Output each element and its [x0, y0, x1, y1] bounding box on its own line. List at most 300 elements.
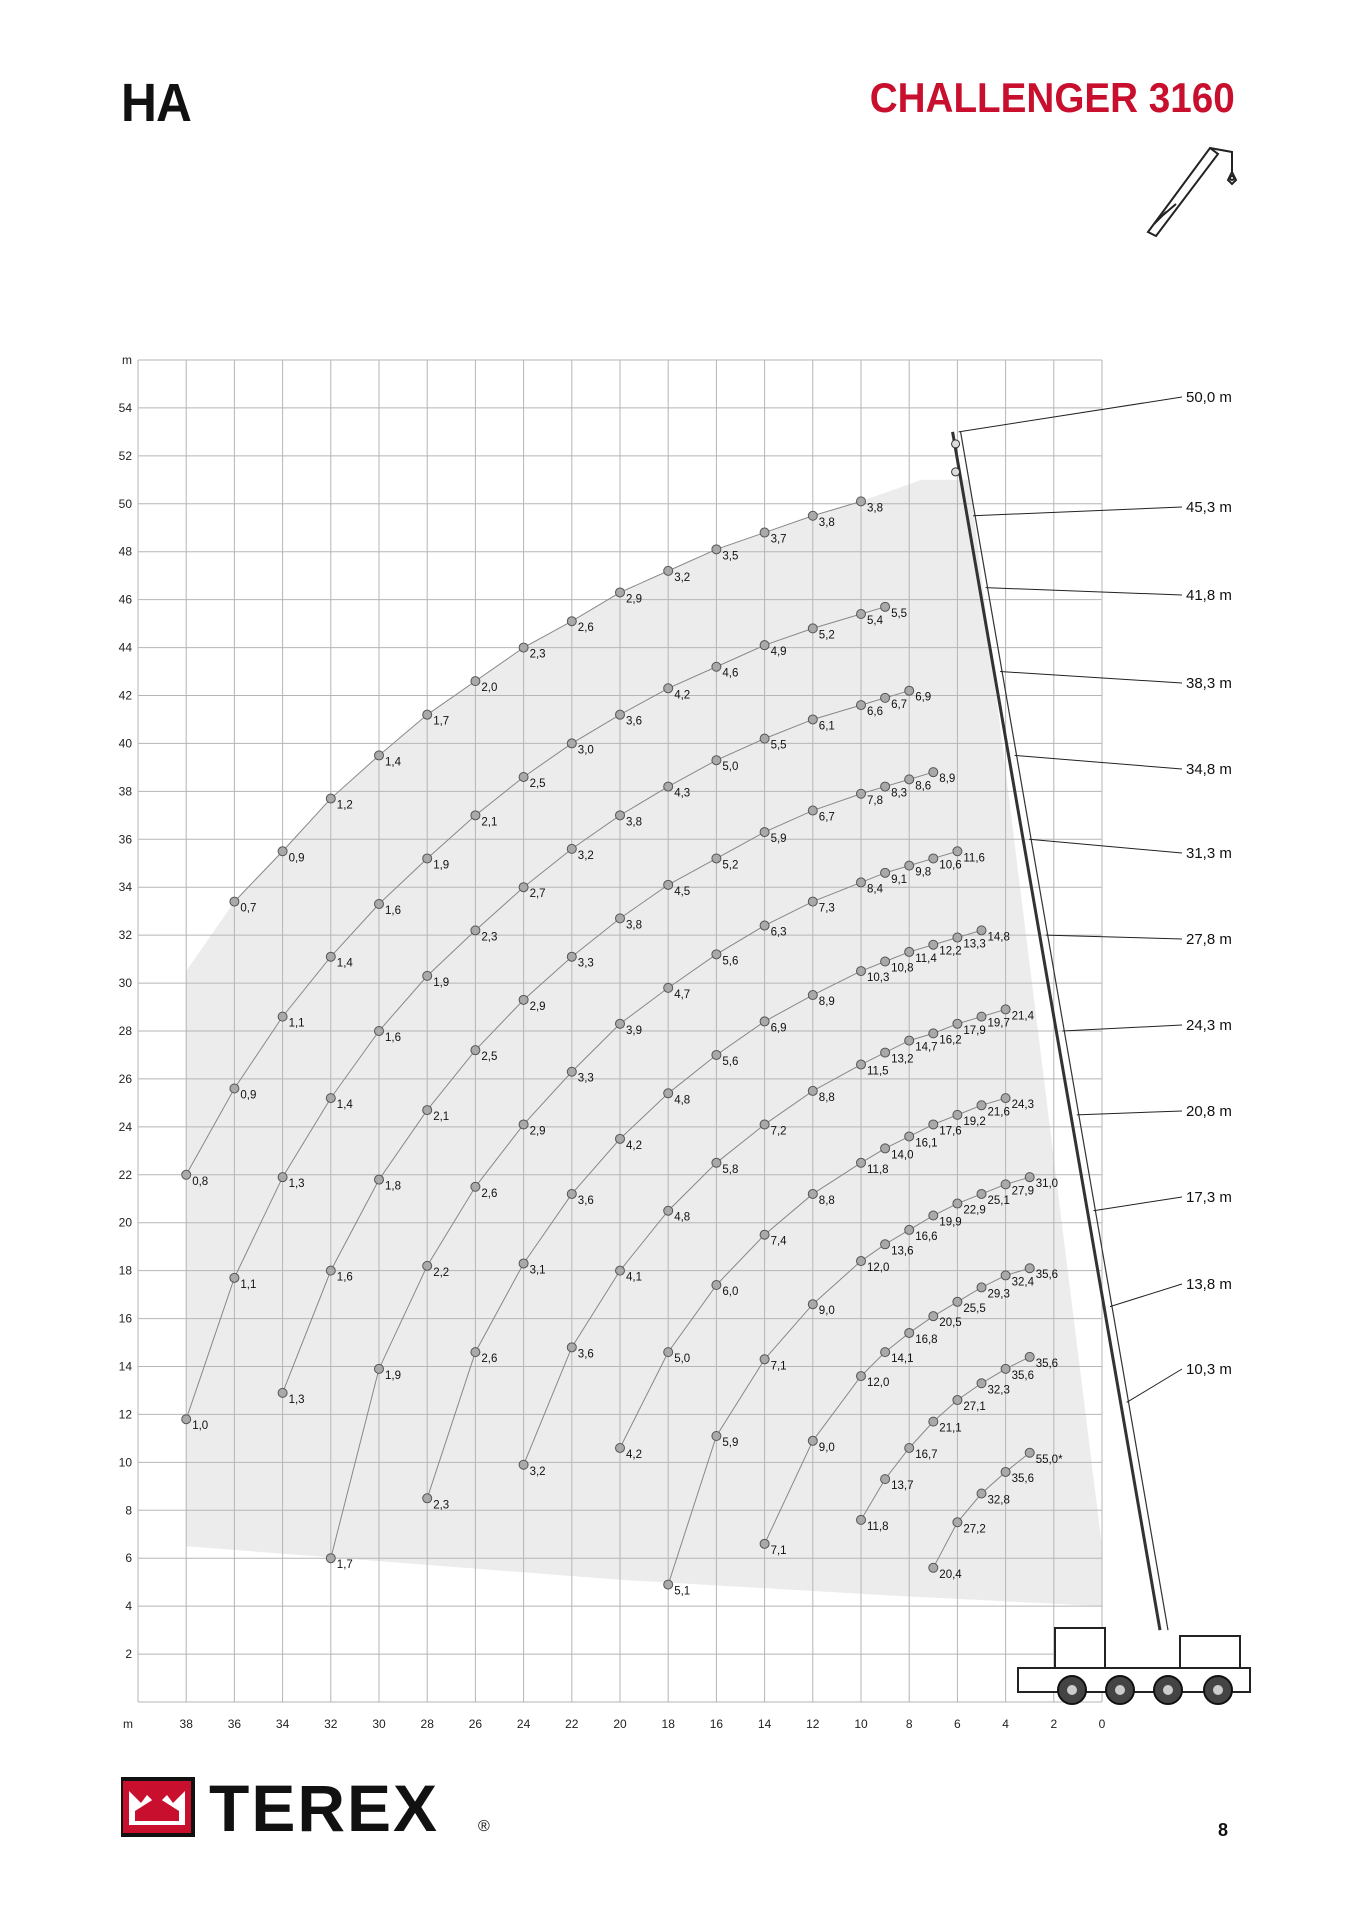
load-point [760, 1017, 769, 1026]
load-point [278, 1012, 287, 1021]
x-tick-label: 32 [324, 1717, 338, 1731]
load-point [278, 847, 287, 856]
load-point [471, 677, 480, 686]
x-tick-label: 0 [1098, 1717, 1106, 1731]
load-point [519, 1259, 528, 1268]
load-value-label: 9,0 [818, 1305, 835, 1318]
y-tick-label: 6 [125, 1551, 132, 1566]
load-value-label: 3,8 [867, 502, 883, 515]
load-point [808, 897, 817, 906]
boom-length-label: 34,8 m [1186, 761, 1232, 778]
load-point [519, 772, 528, 781]
load-point [326, 1554, 335, 1563]
load-point [905, 947, 914, 956]
load-value-label: 2,7 [529, 888, 546, 901]
load-value-label: 3,6 [577, 1348, 594, 1361]
load-value-label: 8,9 [818, 996, 835, 1009]
load-point [881, 693, 890, 702]
load-value-label: 14,0 [891, 1149, 914, 1162]
load-value-label: 19,2 [963, 1115, 986, 1128]
load-value-label: 16,6 [915, 1230, 938, 1243]
load-value-label: 3,8 [626, 816, 642, 829]
load-value-label: 5,1 [674, 1585, 691, 1598]
load-point [1001, 1467, 1010, 1476]
load-value-label: 6,9 [770, 1022, 787, 1035]
load-value-label: 10,6 [939, 859, 962, 872]
load-value-label: 3,8 [818, 516, 835, 529]
y-tick-label: 10 [118, 1455, 132, 1470]
load-value-label: 3,3 [577, 957, 594, 970]
load-value-label: 4,8 [674, 1094, 691, 1107]
load-value-label: 1,3 [288, 1393, 305, 1406]
load-value-label: 3,6 [626, 715, 642, 728]
load-point [953, 1019, 962, 1028]
load-point [567, 1189, 576, 1198]
load-value-label: 9,0 [818, 1441, 835, 1454]
load-value-label: 13,7 [891, 1480, 914, 1493]
load-value-label: 4,6 [722, 667, 739, 680]
load-point [808, 1300, 817, 1309]
load-value-label: 6,9 [915, 691, 932, 704]
boom-length-label: 41,8 m [1186, 587, 1232, 604]
load-point [230, 1084, 239, 1093]
x-axis [123, 1717, 1106, 1731]
boom-length-leader [1000, 672, 1182, 683]
x-tick-label: 30 [372, 1717, 386, 1731]
load-point [857, 1257, 866, 1266]
load-point [471, 1348, 480, 1357]
load-value-label: 4,2 [626, 1448, 642, 1461]
load-value-label: 6,0 [722, 1286, 739, 1299]
boom-length-leader [1127, 1369, 1182, 1402]
load-point [857, 878, 866, 887]
load-value-label: 25,5 [963, 1302, 986, 1315]
boom-length-leader [1015, 755, 1182, 769]
x-tick-label: 22 [565, 1717, 579, 1731]
boom-hook [952, 440, 960, 448]
boom-length-label: 13,8 m [1186, 1276, 1232, 1293]
page-number: 8 [1218, 1820, 1229, 1840]
load-value-label: 1,9 [433, 976, 450, 989]
load-value-label: 22,9 [963, 1204, 986, 1217]
load-value-label: 20,4 [939, 1568, 962, 1581]
load-value-label: 5,5 [770, 739, 787, 752]
load-value-label: 17,6 [939, 1125, 962, 1138]
load-value-label: 6,1 [818, 720, 835, 733]
y-tick-label: 46 [118, 592, 132, 607]
brand-wordmark: TEREX [209, 1771, 440, 1845]
load-value-label: 11,8 [867, 1520, 889, 1533]
x-tick-label: 18 [661, 1717, 675, 1731]
y-tick-label: 22 [118, 1167, 132, 1182]
load-value-label: 8,6 [915, 780, 932, 793]
load-point [423, 854, 432, 863]
load-point [881, 782, 890, 791]
y-tick-label: 36 [118, 832, 132, 847]
y-tick-label: 50 [118, 496, 132, 511]
load-point [905, 1132, 914, 1141]
load-point [760, 734, 769, 743]
load-point [423, 710, 432, 719]
boom-length-leader [1077, 1111, 1182, 1115]
load-point [929, 1312, 938, 1321]
load-value-label: 8,8 [818, 1091, 835, 1104]
load-value-label: 4,7 [674, 988, 691, 1001]
load-point [905, 775, 914, 784]
load-point [977, 1189, 986, 1198]
load-point [182, 1415, 191, 1424]
load-point [977, 1101, 986, 1110]
load-point [519, 883, 528, 892]
load-point [1001, 1271, 1010, 1280]
x-tick-label: 14 [757, 1717, 772, 1731]
load-point [929, 1417, 938, 1426]
load-point [471, 811, 480, 820]
load-point [929, 1029, 938, 1038]
y-tick-label: 48 [118, 544, 132, 559]
load-value-label: 35,6 [1035, 1269, 1059, 1282]
load-value-label: 12,0 [867, 1377, 890, 1390]
load-value-label: 2,1 [481, 816, 498, 829]
carrier-cab [1055, 1628, 1105, 1668]
load-point [929, 940, 938, 949]
x-tick-label: 20 [613, 1717, 627, 1731]
load-point [808, 1189, 817, 1198]
y-tick-label: 44 [118, 640, 132, 655]
load-value-label: 5,4 [867, 615, 883, 628]
load-point [471, 1046, 480, 1055]
load-value-label: 35,6 [1011, 1369, 1034, 1382]
load-value-label: 3,1 [529, 1264, 546, 1277]
load-value-label: 1,9 [433, 859, 450, 872]
registered-mark: ® [478, 1818, 490, 1835]
load-point [881, 1048, 890, 1057]
boom-length-leader [973, 507, 1182, 516]
load-value-label: 27,9 [1011, 1185, 1034, 1198]
load-point [519, 1460, 528, 1469]
load-value-label: 5,6 [722, 1055, 739, 1068]
load-point [567, 952, 576, 961]
load-value-label: 1,8 [385, 1180, 401, 1193]
x-tick-label: 38 [179, 1717, 193, 1731]
load-point [712, 1281, 721, 1290]
load-value-label: 5,5 [891, 607, 908, 620]
y-tick-label: 18 [118, 1263, 132, 1278]
load-point [712, 950, 721, 959]
load-point [664, 566, 673, 575]
load-value-label: 27,2 [963, 1523, 986, 1536]
load-value-label: 3,9 [626, 1024, 642, 1037]
load-value-label: 4,5 [674, 885, 691, 898]
working-envelope [186, 480, 1102, 1606]
load-value-label: 5,6 [722, 955, 739, 968]
load-value-label: 16,2 [939, 1034, 962, 1047]
load-point [953, 1110, 962, 1119]
load-point [953, 1199, 962, 1208]
load-value-label: 2,3 [529, 648, 546, 661]
boom-length-leader [1029, 839, 1182, 853]
load-point [905, 686, 914, 695]
load-value-label: 4,9 [770, 646, 787, 659]
load-value-label: 3,2 [577, 849, 594, 862]
load-value-label: 12,0 [867, 1262, 890, 1275]
load-point [664, 880, 673, 889]
y-axis [119, 353, 133, 1661]
load-value-label: 10,8 [891, 962, 914, 975]
load-point [760, 921, 769, 930]
load-point [953, 1396, 962, 1405]
load-value-label: 1,6 [336, 1271, 353, 1284]
load-value-label: 4,2 [626, 1139, 642, 1152]
load-point [929, 854, 938, 863]
load-value-label: 0,9 [240, 1089, 257, 1102]
load-point [712, 756, 721, 765]
boom-length-label: 10,3 m [1186, 1361, 1232, 1378]
load-point [423, 1494, 432, 1503]
load-value-label: 3,6 [577, 1194, 594, 1207]
load-point [808, 991, 817, 1000]
load-value-label: 1,3 [288, 1178, 305, 1191]
load-point [375, 751, 384, 760]
load-value-label: 16,7 [915, 1448, 938, 1461]
load-value-label: 2,0 [481, 682, 498, 695]
load-value-label: 6,6 [867, 706, 883, 719]
load-point [881, 868, 890, 877]
load-point [616, 1134, 625, 1143]
boom-hook [952, 468, 960, 476]
y-tick-label: 14 [118, 1359, 132, 1374]
load-point [182, 1170, 191, 1179]
load-point [760, 828, 769, 837]
boom-length-leader [959, 397, 1182, 432]
y-tick-label: 24 [118, 1119, 132, 1134]
load-point [664, 782, 673, 791]
load-value-label: 14,8 [987, 931, 1010, 944]
y-tick-label: 8 [125, 1503, 132, 1518]
load-value-label: 8,4 [867, 883, 883, 896]
load-value-label: 21,1 [939, 1422, 962, 1435]
load-value-label: 27,1 [963, 1401, 986, 1414]
load-value-label: 2,1 [433, 1111, 450, 1124]
load-point [760, 528, 769, 537]
boom-length-label: 50,0 m [1186, 389, 1232, 406]
load-value-label: 13,6 [891, 1245, 914, 1258]
y-tick-label: 54 [118, 400, 132, 415]
load-value-label: 1,2 [336, 799, 353, 812]
load-point [808, 806, 817, 815]
load-point [760, 1230, 769, 1239]
load-value-label: 3,3 [577, 1072, 594, 1085]
load-point [953, 933, 962, 942]
load-point [616, 710, 625, 719]
x-tick-label: 34 [275, 1717, 290, 1731]
y-axis-label: m [122, 353, 132, 367]
load-point [423, 1261, 432, 1270]
load-point [1025, 1173, 1034, 1182]
load-point [1025, 1352, 1034, 1361]
boom-length-label: 31,3 m [1186, 845, 1232, 862]
load-value-label: 7,4 [770, 1235, 787, 1248]
y-tick-label: 32 [118, 928, 132, 943]
load-value-label: 25,1 [987, 1194, 1010, 1207]
load-point [471, 926, 480, 935]
load-value-label: 2,6 [481, 1353, 498, 1366]
y-tick-label: 52 [118, 448, 132, 463]
load-point [712, 1158, 721, 1167]
load-value-label: 0,7 [240, 902, 257, 915]
carrier-hub [1115, 1685, 1125, 1695]
carrier-hub [1213, 1685, 1223, 1695]
load-point [664, 1580, 673, 1589]
carrier-hub [1163, 1685, 1173, 1695]
load-point [471, 1182, 480, 1191]
load-value-label: 31,0 [1035, 1178, 1059, 1191]
x-tick-label: 12 [806, 1717, 820, 1731]
load-value-label: 6,7 [891, 698, 908, 711]
y-tick-label: 42 [118, 688, 132, 703]
load-point [808, 1086, 817, 1095]
load-value-label: 2,5 [529, 777, 546, 790]
load-value-label: 20,5 [939, 1317, 962, 1330]
x-tick-label: 24 [516, 1717, 531, 1731]
load-point [230, 897, 239, 906]
x-tick-label: 2 [1050, 1717, 1058, 1731]
x-tick-label: 16 [709, 1717, 724, 1731]
load-point [929, 1211, 938, 1220]
carrier-hub [1067, 1685, 1077, 1695]
load-value-label: 32,3 [987, 1384, 1010, 1397]
boom-length-label: 38,3 m [1186, 675, 1232, 692]
load-point [760, 1539, 769, 1548]
load-value-label: 3,2 [529, 1465, 546, 1478]
y-tick-label: 2 [125, 1647, 132, 1662]
boom-length-leader [1062, 1025, 1182, 1031]
load-point [375, 1175, 384, 1184]
boom-length-label: 20,8 m [1186, 1103, 1232, 1120]
y-tick-label: 16 [118, 1311, 132, 1326]
load-value-label: 3,7 [770, 533, 787, 546]
load-value-label: 11,5 [867, 1065, 889, 1078]
load-value-label: 1,6 [385, 904, 401, 917]
load-value-label: 2,2 [433, 1266, 450, 1279]
boom-length-leader [1093, 1197, 1182, 1211]
load-point [905, 861, 914, 870]
load-value-label: 4,1 [626, 1271, 642, 1284]
load-value-label: 14,7 [915, 1041, 938, 1054]
load-point [881, 1348, 890, 1357]
load-point [929, 1563, 938, 1572]
load-value-label: 1,9 [385, 1369, 401, 1382]
y-tick-label: 30 [118, 976, 132, 991]
load-point [760, 1120, 769, 1129]
load-point [230, 1273, 239, 1282]
load-point [375, 1027, 384, 1036]
y-tick-label: 20 [118, 1215, 132, 1230]
load-point [977, 926, 986, 935]
load-value-label: 35,6 [1011, 1472, 1034, 1485]
load-value-label: 0,8 [192, 1175, 209, 1188]
load-point [1025, 1264, 1034, 1273]
load-value-label: 2,3 [433, 1499, 450, 1512]
load-value-label: 24,3 [1011, 1099, 1034, 1112]
product-name: CHALLENGER 3160 [869, 74, 1235, 121]
load-point [326, 794, 335, 803]
load-point [1001, 1094, 1010, 1103]
load-point [519, 643, 528, 652]
load-value-label: 4,2 [674, 689, 691, 702]
load-point [1025, 1448, 1034, 1457]
grid [138, 360, 1102, 1702]
load-value-label: 8,8 [818, 1194, 835, 1207]
load-point [857, 1158, 866, 1167]
load-point [905, 1328, 914, 1337]
load-value-label: 17,9 [963, 1024, 986, 1037]
load-value-label: 5,2 [818, 629, 835, 642]
load-value-label: 9,1 [891, 873, 908, 886]
load-point [808, 715, 817, 724]
load-value-label: 8,9 [939, 773, 956, 786]
load-value-label: 7,1 [770, 1360, 787, 1373]
load-point [616, 1443, 625, 1452]
load-point [977, 1379, 986, 1388]
boom-length-label: 27,8 m [1186, 931, 1232, 948]
load-value-label: 35,6 [1035, 1357, 1059, 1370]
load-point [567, 617, 576, 626]
load-value-label: 9,8 [915, 866, 932, 879]
crane-carrier [1018, 1628, 1250, 1704]
load-point [953, 1297, 962, 1306]
load-point [519, 1120, 528, 1129]
x-axis-label: m [123, 1717, 133, 1731]
load-value-label: 2,9 [529, 1000, 546, 1013]
load-point [616, 1019, 625, 1028]
load-value-label: 1,0 [192, 1420, 209, 1433]
load-point [664, 1206, 673, 1215]
load-value-label: 2,9 [529, 1125, 546, 1138]
load-value-label: 16,8 [915, 1333, 938, 1346]
load-point [1001, 1180, 1010, 1189]
load-point [857, 1372, 866, 1381]
load-point [712, 545, 721, 554]
load-value-label: 21,4 [1011, 1010, 1034, 1023]
load-value-label: 7,8 [867, 794, 883, 807]
load-value-label: 3,2 [674, 571, 691, 584]
load-point [881, 957, 890, 966]
load-point [326, 1266, 335, 1275]
load-value-label: 13,3 [963, 938, 986, 951]
boom-length-label: 24,3 m [1186, 1017, 1232, 1034]
load-value-label: 1,1 [288, 1017, 305, 1030]
y-tick-label: 12 [118, 1407, 132, 1422]
load-point [664, 1348, 673, 1357]
load-point [567, 1067, 576, 1076]
load-point [326, 952, 335, 961]
load-value-label: 1,7 [433, 715, 450, 728]
load-value-label: 5,9 [770, 833, 787, 846]
load-value-label: 10,3 [867, 972, 890, 985]
x-tick-label: 26 [468, 1717, 483, 1731]
load-value-label: 3,0 [577, 744, 594, 757]
load-value-label: 2,9 [626, 593, 642, 606]
load-value-label: 3,5 [722, 550, 739, 563]
y-tick-label: 28 [118, 1024, 132, 1038]
x-tick-label: 8 [905, 1717, 913, 1731]
load-point [616, 914, 625, 923]
load-value-label: 2,5 [481, 1051, 498, 1064]
load-point [567, 1343, 576, 1352]
load-point [375, 899, 384, 908]
x-tick-label: 28 [420, 1717, 434, 1731]
